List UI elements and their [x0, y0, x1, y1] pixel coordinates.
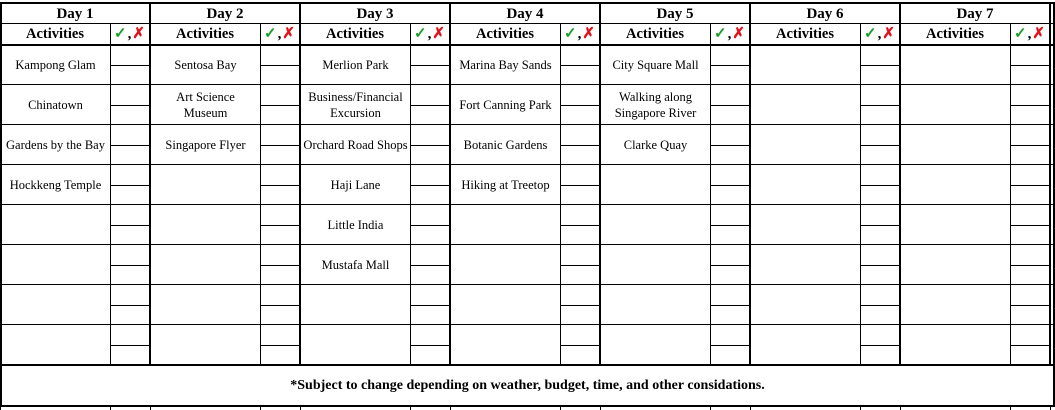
check-icon: ✓ — [264, 26, 278, 42]
activity-cell[interactable]: Hiking at Treetop — [461, 178, 550, 192]
grid-line — [0, 284, 1053, 285]
separator: , — [277, 26, 283, 42]
status-cell-top[interactable] — [111, 286, 149, 304]
day-title: Day 2 — [206, 5, 244, 22]
day-title: Day 6 — [806, 5, 844, 22]
status-header — [710, 24, 750, 44]
status-cell-bottom[interactable] — [111, 66, 149, 84]
separator: , — [877, 26, 883, 42]
status-cell-top[interactable] — [261, 86, 299, 104]
status-cell-top[interactable] — [411, 86, 449, 104]
status-cell-bottom[interactable] — [561, 146, 599, 164]
status-cell-top[interactable] — [111, 206, 149, 224]
status-cell-bottom[interactable] — [561, 66, 599, 84]
activity-cell[interactable] — [301, 286, 410, 324]
status-cell-top[interactable] — [561, 86, 599, 104]
status-cell-top[interactable] — [861, 46, 899, 64]
separator: , — [127, 26, 133, 42]
grid-line — [0, 364, 1053, 366]
status-header — [110, 24, 150, 44]
status-cell-top[interactable] — [861, 166, 899, 184]
status-cell-top[interactable] — [411, 326, 449, 344]
grid-line — [1049, 2, 1051, 366]
activity-cell[interactable] — [601, 166, 710, 204]
activities-header: Activities — [776, 26, 834, 42]
status-cell-top[interactable] — [411, 166, 449, 184]
status-cell-top[interactable] — [411, 206, 449, 224]
activity-cell[interactable] — [901, 246, 1010, 284]
activity-cell[interactable] — [901, 206, 1010, 244]
status-cell-bottom[interactable] — [261, 186, 299, 204]
grid-line — [0, 204, 1053, 205]
status-cell-bottom[interactable] — [1011, 66, 1049, 84]
status-cell-bottom[interactable] — [261, 266, 299, 284]
cross-icon: ✗ — [732, 26, 746, 42]
status-cell-top[interactable] — [1011, 126, 1049, 144]
activity-cell[interactable] — [901, 326, 1010, 364]
status-cell-bottom[interactable] — [411, 266, 449, 284]
status-cell-bottom[interactable] — [411, 306, 449, 324]
status-cell-top[interactable] — [711, 166, 749, 184]
status-cell-bottom[interactable] — [861, 106, 899, 124]
grid-line — [0, 244, 1053, 245]
status-cell-bottom[interactable] — [261, 66, 299, 84]
activity-cell[interactable] — [451, 246, 560, 284]
activity-cell[interactable] — [1, 246, 110, 284]
check-icon: ✓ — [1014, 26, 1028, 42]
status-cell-bottom[interactable] — [561, 226, 599, 244]
activity-cell[interactable] — [451, 206, 560, 244]
cross-icon: ✗ — [432, 26, 446, 42]
activity-cell[interactable]: Orchard Road Shops — [303, 138, 408, 152]
activity-cell[interactable] — [301, 326, 410, 364]
status-cell-top[interactable] — [261, 326, 299, 344]
status-cell-bottom[interactable] — [1011, 306, 1049, 324]
day-title: Day 4 — [506, 5, 544, 22]
cross-icon: ✗ — [582, 26, 596, 42]
status-cell-bottom[interactable] — [111, 186, 149, 204]
status-cell-top[interactable] — [1011, 86, 1049, 104]
status-cell-bottom[interactable] — [861, 66, 899, 84]
activity-cell[interactable] — [151, 246, 260, 284]
status-cell-top[interactable] — [111, 46, 149, 64]
status-cell-top[interactable] — [111, 86, 149, 104]
footer-note: *Subject to change depending on weather, budget, time, and other considations. — [290, 378, 765, 393]
activity-cell[interactable] — [151, 206, 260, 244]
status-cell-top[interactable] — [861, 286, 899, 304]
check-icon: ✓ — [564, 26, 578, 42]
check-icon: ✓ — [864, 26, 878, 42]
activities-header: Activities — [176, 26, 234, 42]
activities-header: Activities — [26, 26, 84, 42]
activity-cell[interactable] — [901, 166, 1010, 204]
status-cell-bottom[interactable] — [111, 226, 149, 244]
status-cell-top[interactable] — [711, 326, 749, 344]
activity-cell[interactable] — [751, 46, 860, 84]
status-cell-top[interactable] — [1011, 246, 1049, 264]
grid-line — [0, 124, 1053, 125]
status-cell-bottom[interactable] — [861, 226, 899, 244]
activity-cell[interactable]: Fort Canning Park — [459, 98, 552, 112]
activity-cell[interactable]: Sentosa Bay — [174, 58, 237, 72]
activity-cell[interactable]: Clarke Quay — [623, 138, 688, 152]
status-cell-bottom[interactable] — [411, 146, 449, 164]
activity-cell[interactable]: Haji Lane — [330, 178, 381, 192]
status-cell-top[interactable] — [561, 166, 599, 184]
activity-cell[interactable] — [1, 286, 110, 324]
activity-cell[interactable]: Gardens by the Bay — [6, 138, 105, 152]
cross-icon: ✗ — [132, 26, 146, 42]
status-cell-bottom[interactable] — [111, 146, 149, 164]
status-cell-bottom[interactable] — [411, 106, 449, 124]
status-cell-bottom[interactable] — [561, 306, 599, 324]
grid-line — [0, 84, 1053, 85]
status-cell-bottom[interactable] — [561, 346, 599, 364]
status-cell-top[interactable] — [711, 86, 749, 104]
activity-cell[interactable] — [1, 206, 110, 244]
status-cell-bottom[interactable] — [561, 186, 599, 204]
activities-header: Activities — [926, 26, 984, 42]
activity-cell[interactable] — [601, 326, 710, 364]
status-cell-bottom[interactable] — [1011, 186, 1049, 204]
status-cell-bottom[interactable] — [1011, 106, 1049, 124]
status-cell-top[interactable] — [111, 166, 149, 184]
check-icon: ✓ — [414, 26, 428, 42]
status-cell-top[interactable] — [1011, 286, 1049, 304]
status-cell-top[interactable] — [1011, 166, 1049, 184]
status-cell-bottom[interactable] — [561, 266, 599, 284]
status-cell-top[interactable] — [561, 206, 599, 224]
status-cell-top[interactable] — [411, 286, 449, 304]
activity-cell[interactable]: Little India — [327, 218, 384, 232]
activity-cell[interactable] — [751, 86, 860, 124]
activities-header: Activities — [626, 26, 684, 42]
status-cell-top[interactable] — [261, 166, 299, 184]
check-icon: ✓ — [714, 26, 728, 42]
activity-cell[interactable] — [151, 326, 260, 364]
status-cell-bottom[interactable] — [411, 186, 449, 204]
status-header — [1010, 24, 1050, 44]
status-cell-top[interactable] — [561, 246, 599, 264]
cross-icon: ✗ — [1032, 26, 1046, 42]
activities-header: Activities — [326, 26, 384, 42]
activity-cell[interactable] — [751, 246, 860, 284]
status-cell-top[interactable] — [861, 326, 899, 344]
status-cell-bottom[interactable] — [711, 306, 749, 324]
status-header — [410, 24, 450, 44]
status-cell-bottom[interactable] — [1011, 146, 1049, 164]
activity-cell[interactable]: Singapore Flyer — [165, 138, 246, 152]
status-cell-top[interactable] — [561, 326, 599, 344]
status-cell-top[interactable] — [411, 46, 449, 64]
activity-cell[interactable] — [151, 166, 260, 204]
activity-cell[interactable] — [751, 166, 860, 204]
activity-cell[interactable] — [751, 286, 860, 324]
activity-cell[interactable] — [901, 286, 1010, 324]
status-cell-bottom[interactable] — [261, 106, 299, 124]
cross-icon: ✗ — [282, 26, 296, 42]
separator: , — [1027, 26, 1033, 42]
day-title: Day 1 — [56, 5, 94, 22]
separator: , — [427, 26, 433, 42]
check-icon: ✓ — [114, 26, 128, 42]
status-cell-top[interactable] — [711, 206, 749, 224]
status-cell-bottom[interactable] — [1011, 346, 1049, 364]
activity-cell[interactable]: Mustafa Mall — [321, 258, 390, 272]
status-cell-top[interactable] — [1011, 326, 1049, 344]
activity-cell[interactable]: Chinatown — [28, 98, 83, 112]
activity-cell[interactable] — [901, 86, 1010, 124]
status-cell-top[interactable] — [711, 126, 749, 144]
status-cell-bottom[interactable] — [1011, 266, 1049, 284]
activities-header: Activities — [476, 26, 534, 42]
status-cell-top[interactable] — [261, 46, 299, 64]
status-cell-bottom[interactable] — [411, 346, 449, 364]
status-cell-top[interactable] — [861, 86, 899, 104]
status-cell-bottom[interactable] — [261, 306, 299, 324]
activity-cell[interactable] — [601, 206, 710, 244]
status-cell-bottom[interactable] — [711, 146, 749, 164]
day-title: Day 5 — [656, 5, 694, 22]
activity-cell[interactable] — [751, 206, 860, 244]
activity-cell[interactable]: City Square Mall — [612, 58, 699, 72]
status-cell-bottom[interactable] — [411, 66, 449, 84]
status-cell-bottom[interactable] — [261, 346, 299, 364]
status-cell-top[interactable] — [711, 286, 749, 304]
activity-cell[interactable]: Botanic Gardens — [463, 138, 548, 152]
status-cell-top[interactable] — [861, 206, 899, 224]
activity-cell[interactable]: Marina Bay Sands — [459, 58, 552, 72]
status-cell-bottom[interactable] — [111, 346, 149, 364]
status-cell-bottom[interactable] — [861, 266, 899, 284]
status-cell-top[interactable] — [861, 246, 899, 264]
status-cell-top[interactable] — [1011, 46, 1049, 64]
activity-cell[interactable] — [901, 46, 1010, 84]
activity-cell[interactable] — [451, 286, 560, 324]
activity-cell[interactable] — [901, 126, 1010, 164]
status-cell-bottom[interactable] — [861, 186, 899, 204]
status-cell-top[interactable] — [111, 326, 149, 344]
status-cell-top[interactable] — [261, 206, 299, 224]
status-cell-bottom[interactable] — [561, 106, 599, 124]
grid-line — [0, 324, 1053, 325]
status-cell-bottom[interactable] — [711, 66, 749, 84]
status-cell-top[interactable] — [711, 246, 749, 264]
activity-cell[interactable] — [451, 326, 560, 364]
status-header — [860, 24, 900, 44]
activity-cell[interactable] — [1, 326, 110, 364]
activity-cell[interactable]: Business/Financial Excursion — [308, 90, 403, 120]
status-cell-top[interactable] — [711, 46, 749, 64]
activity-cell[interactable] — [751, 126, 860, 164]
status-cell-top[interactable] — [561, 126, 599, 144]
status-cell-bottom[interactable] — [1011, 226, 1049, 244]
status-cell-bottom[interactable] — [861, 306, 899, 324]
status-cell-bottom[interactable] — [261, 226, 299, 244]
activity-cell[interactable]: Hockkeng Temple — [9, 178, 102, 192]
status-cell-bottom[interactable] — [711, 186, 749, 204]
grid-line — [0, 164, 1053, 165]
cross-icon: ✗ — [882, 26, 896, 42]
status-cell-bottom[interactable] — [711, 346, 749, 364]
status-cell-bottom[interactable] — [861, 346, 899, 364]
status-cell-top[interactable] — [111, 126, 149, 144]
status-cell-top[interactable] — [111, 246, 149, 264]
status-header — [560, 24, 600, 44]
status-cell-top[interactable] — [411, 126, 449, 144]
activity-cell[interactable]: Art Science Museum — [176, 90, 235, 120]
activity-cell[interactable] — [751, 326, 860, 364]
day-title: Day 3 — [356, 5, 394, 22]
status-cell-top[interactable] — [261, 246, 299, 264]
status-cell-top[interactable] — [861, 126, 899, 144]
activity-cell[interactable]: Walking along Singapore River — [614, 90, 697, 120]
separator: , — [577, 26, 583, 42]
activity-cell[interactable]: Merlion Park — [322, 58, 389, 72]
status-cell-top[interactable] — [411, 246, 449, 264]
status-header — [260, 24, 300, 44]
status-cell-bottom[interactable] — [711, 266, 749, 284]
status-cell-bottom[interactable] — [111, 266, 149, 284]
status-cell-bottom[interactable] — [411, 226, 449, 244]
status-cell-bottom[interactable] — [111, 106, 149, 124]
status-cell-bottom[interactable] — [111, 306, 149, 324]
day-title: Day 7 — [956, 5, 994, 22]
status-cell-top[interactable] — [561, 286, 599, 304]
status-cell-bottom[interactable] — [711, 226, 749, 244]
activity-cell[interactable] — [151, 286, 260, 324]
activity-cell[interactable]: Kampong Glam — [15, 58, 96, 72]
status-cell-bottom[interactable] — [261, 146, 299, 164]
status-cell-top[interactable] — [261, 126, 299, 144]
status-cell-top[interactable] — [1011, 206, 1049, 224]
status-cell-top[interactable] — [561, 46, 599, 64]
status-cell-top[interactable] — [261, 286, 299, 304]
separator: , — [727, 26, 733, 42]
activity-cell[interactable] — [601, 246, 710, 284]
status-cell-bottom[interactable] — [861, 146, 899, 164]
grid-line — [0, 405, 1053, 407]
activity-cell[interactable] — [601, 286, 710, 324]
status-cell-bottom[interactable] — [711, 106, 749, 124]
